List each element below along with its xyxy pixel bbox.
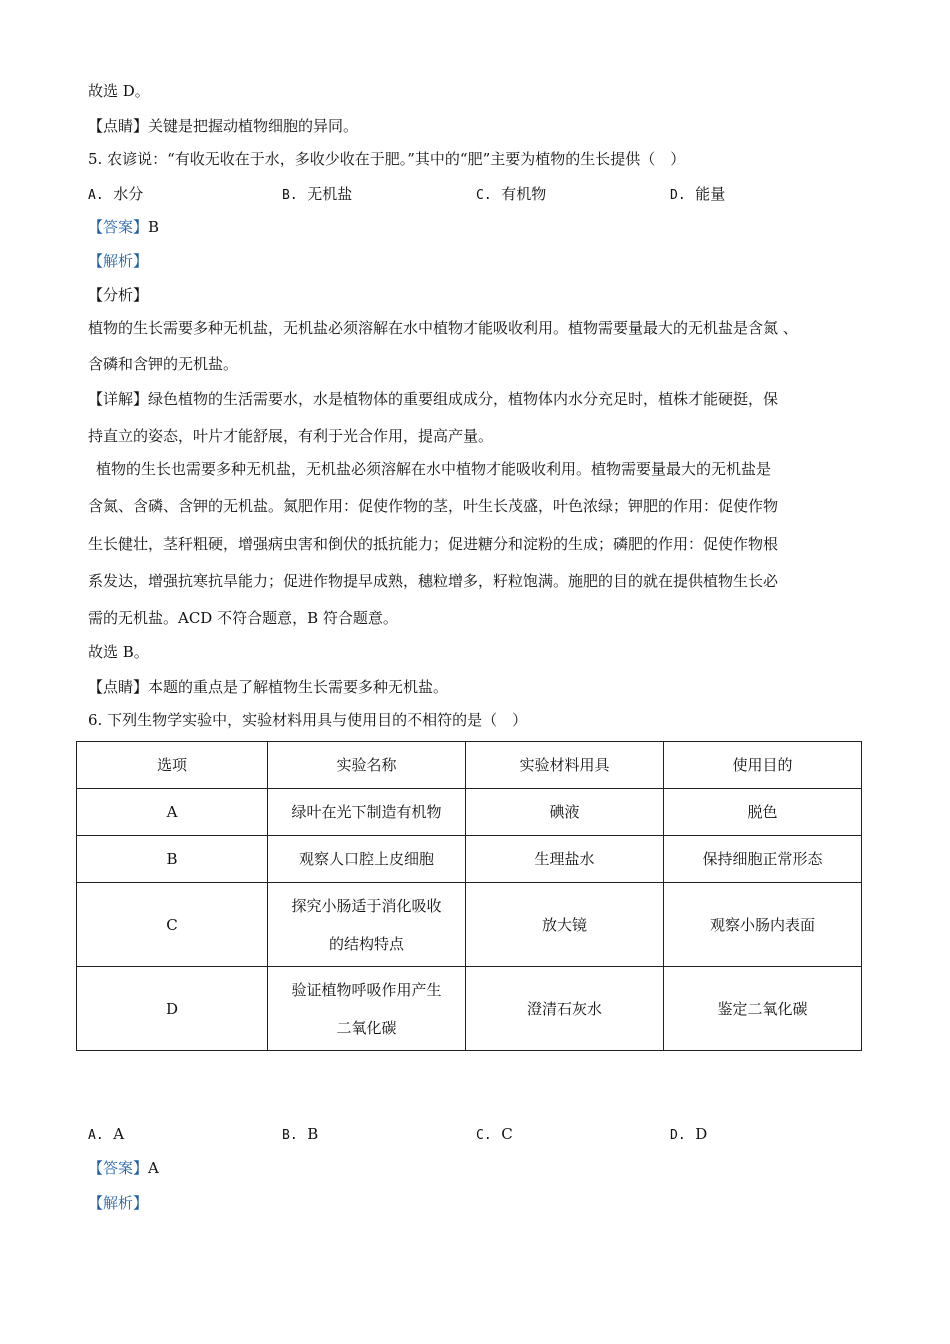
cell-material: 放大镜 bbox=[466, 883, 664, 967]
q6-option-b: B. B bbox=[282, 1125, 319, 1143]
detail-line-7: 需的无机盐。ACD 不符合题意，B 符合题意。 bbox=[88, 609, 398, 627]
cell-experiment-line2: 二氧化碳 bbox=[336, 1018, 397, 1037]
cell-experiment bbox=[268, 967, 466, 1051]
table-row bbox=[77, 883, 862, 967]
answer-6-value: A bbox=[148, 1159, 159, 1177]
table-row bbox=[77, 967, 862, 1051]
cell-experiment: 绿叶在光下制造有机物 bbox=[268, 789, 466, 836]
q5-option-b: B. 无机盐 bbox=[282, 185, 353, 203]
cell-option: B bbox=[77, 836, 268, 883]
cell-purpose: 鉴定二氧化碳 bbox=[664, 967, 862, 1051]
tip-5-text: 本题的重点是了解植物生长需要多种无机盐。 bbox=[148, 678, 449, 696]
cell-experiment bbox=[268, 883, 466, 967]
header-purpose: 使用目的 bbox=[664, 742, 862, 789]
detail-text: 绿色植物的生活需要水，水是植物体的重要组成成分，植物体内水分充足时，植株才能硬挺，保 bbox=[148, 390, 779, 408]
cell-option: A bbox=[77, 789, 268, 836]
cell-material: 澄清石灰水 bbox=[466, 967, 664, 1051]
q6-option-a: A. A bbox=[88, 1125, 125, 1143]
cell-purpose: 保持细胞正常形态 bbox=[664, 836, 862, 883]
q5-option-c: C. 有机物 bbox=[476, 185, 547, 203]
q5-option-a: A. 水分 bbox=[88, 185, 144, 203]
detail-line-5: 生长健壮，茎秆粗硬，增强病虫害和倒伏的抵抗能力；促进糖分和淀粉的生成；磷肥的作用：促使作物根 bbox=[88, 535, 779, 553]
analysis-label-5: 【分析】 bbox=[88, 286, 149, 304]
detail-line-6: 系发达，增强抗寒抗旱能力；促进作物提早成熟，穗粒增多，籽粒饱满。施肥的目的就在提供植物生长必 bbox=[88, 572, 779, 590]
table-row bbox=[77, 836, 862, 883]
answer-6 bbox=[88, 1158, 159, 1178]
detail-tag: 【详解】 bbox=[88, 390, 149, 408]
cell-option: D bbox=[77, 967, 268, 1051]
cell-experiment-line1: 探究小肠适于消化吸收 bbox=[291, 896, 442, 915]
cell-experiment-line1: 验证植物呼吸作用产生 bbox=[291, 980, 442, 999]
cell-material: 生理盐水 bbox=[466, 836, 664, 883]
analysis-text-2: 含磷和含钾的无机盐。 bbox=[88, 355, 239, 373]
line-tip-4 bbox=[88, 116, 358, 136]
analysis-tag-6: 【解析】 bbox=[88, 1194, 149, 1212]
answer-value: B bbox=[148, 218, 160, 236]
tip-5-tag: 【点睛】 bbox=[88, 678, 149, 696]
table-row bbox=[77, 789, 862, 836]
question-6-stem: 6. 下列生物学实验中，实验材料用具与使用目的不相符的是（ ） bbox=[88, 711, 528, 729]
answer-6-tag: 【答案】 bbox=[88, 1159, 149, 1177]
conclusion-5: 故选 B。 bbox=[88, 643, 149, 661]
answer-5 bbox=[88, 217, 159, 237]
cell-purpose: 观察小肠内表面 bbox=[664, 883, 862, 967]
q5-option-d: D. 能量 bbox=[670, 185, 726, 203]
q6-option-c: C. C bbox=[476, 1125, 513, 1143]
detail-line-1 bbox=[88, 389, 778, 409]
detail-line-2: 持直立的姿态，叶片才能舒展，有利于光合作用，提高产量。 bbox=[88, 427, 494, 445]
header-option: 选项 bbox=[77, 742, 268, 789]
experiment-table bbox=[76, 741, 862, 1051]
detail-line-4: 含氮、含磷、含钾的无机盐。氮肥作用：促使作物的茎，叶生长茂盛，叶色浓绿；钾肥的作用：促使作物 bbox=[88, 497, 779, 515]
line-conclusion-d: 故选 D。 bbox=[88, 82, 150, 100]
cell-purpose: 脱色 bbox=[664, 789, 862, 836]
table-header-row bbox=[77, 742, 862, 789]
answer-tag: 【答案】 bbox=[88, 218, 149, 236]
cell-experiment: 观察人口腔上皮细胞 bbox=[268, 836, 466, 883]
tip-text: 关键是把握动植物细胞的异同。 bbox=[148, 117, 359, 135]
analysis-text-1: 植物的生长需要多种无机盐，无机盐必须溶解在水中植物才能吸收利用。植物需要量最大的无机盐是含氮 、 bbox=[88, 319, 798, 337]
analysis-tag-5: 【解析】 bbox=[88, 252, 149, 270]
cell-experiment-line2: 的结构特点 bbox=[328, 934, 404, 953]
detail-line-3: 植物的生长也需要多种无机盐，无机盐必须溶解在水中植物才能吸收利用。植物需要量最大的无机盐是 bbox=[96, 460, 772, 478]
cell-option: C bbox=[77, 883, 268, 967]
q6-option-d: D. D bbox=[670, 1125, 708, 1143]
tip-5 bbox=[88, 677, 448, 697]
header-material: 实验材料用具 bbox=[466, 742, 664, 789]
cell-material: 碘液 bbox=[466, 789, 664, 836]
question-5-stem: 5. 农谚说：“有收无收在于水，多收少收在于肥。”其中的“肥”主要为植物的生长提供（ ） bbox=[88, 150, 686, 168]
header-experiment: 实验名称 bbox=[268, 742, 466, 789]
tip-tag: 【点睛】 bbox=[88, 117, 149, 135]
